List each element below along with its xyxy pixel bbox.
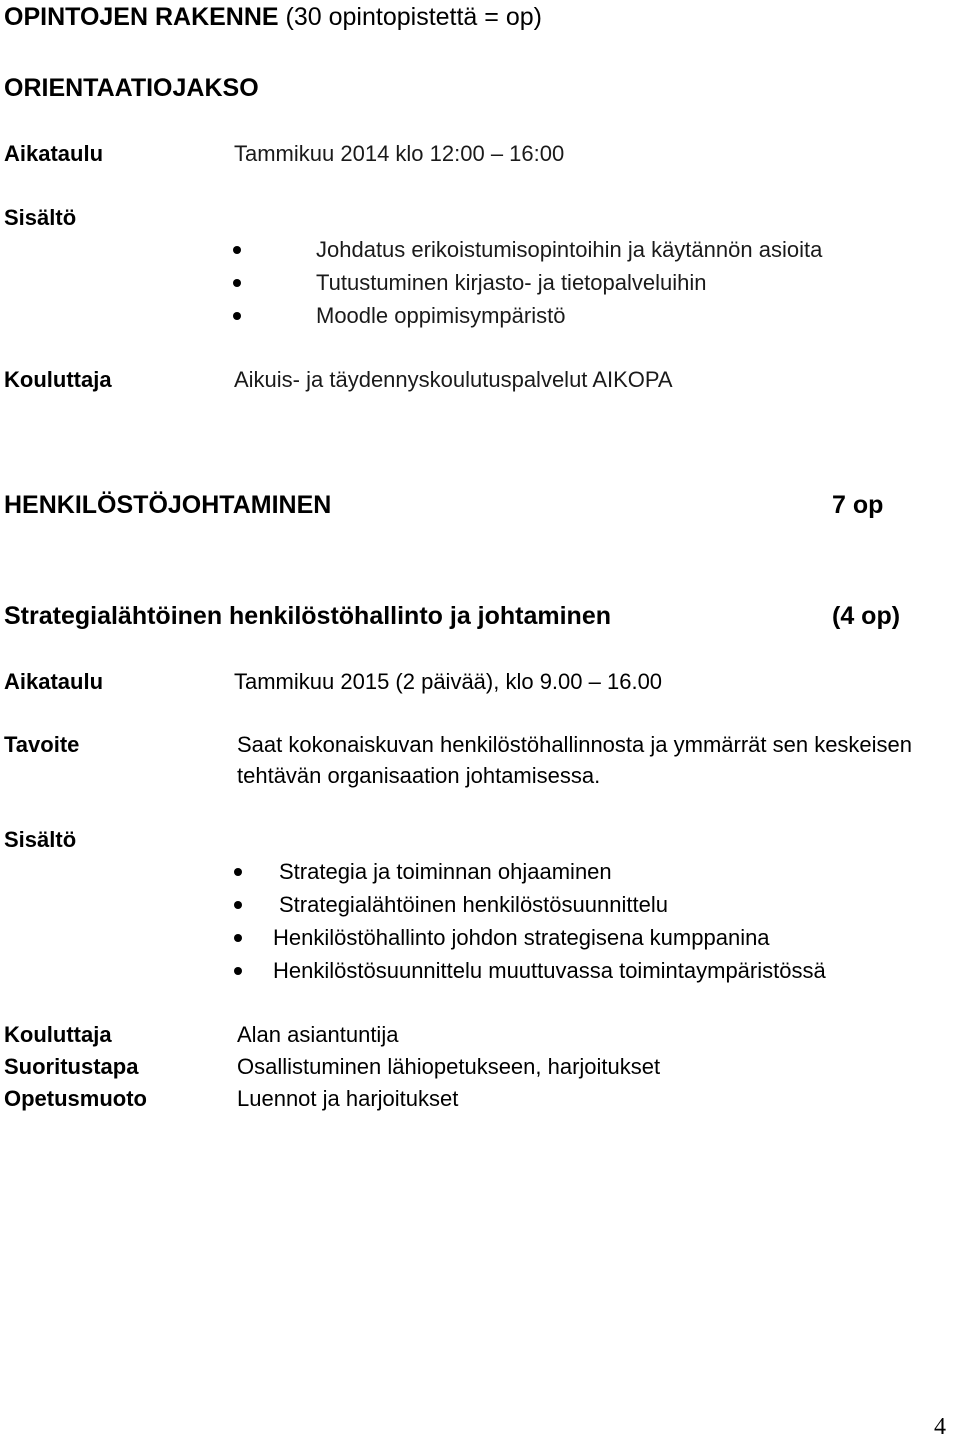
orientation-content-label: Sisältö [4, 205, 77, 230]
page-title-normal: (30 opintopistettä = op) [278, 3, 542, 31]
course-title: Strategialähtöinen henkilöstöhallinto ja johtaminen [4, 602, 612, 630]
list-item-text: Strategialähtöinen henkilöstösuunnittelu [279, 892, 668, 917]
hr-schedule-value: Tammikuu 2015 (2 päivää), klo 9.00 – 16.00 [234, 669, 663, 694]
hr-schedule-label: Aikataulu [4, 669, 104, 694]
orientation-schedule-label: Aikataulu [4, 141, 104, 166]
orientation-schedule-value: Tammikuu 2014 klo 12:00 – 16:00 [234, 141, 565, 166]
list-item-text: Henkilöstöhallinto johdon strategisena kumppanina [273, 925, 770, 950]
list-item-text: Tutustuminen kirjasto- ja tietopalveluihin [316, 270, 707, 295]
list-item-text: Johdatus erikoistumisopintoihin ja käytännön asioita [316, 237, 823, 262]
bullet-icon [234, 967, 242, 975]
hr-completion-label: Suoritustapa [4, 1054, 139, 1079]
hr-trainer-value: Alan asiantuntija [237, 1022, 399, 1047]
bullet-icon [234, 934, 242, 942]
hr-heading: HENKILÖSTÖJOHTAMINEN [4, 491, 332, 519]
list-item-text: Moodle oppimisympäristö [316, 303, 566, 328]
hr-goal-label: Tavoite [4, 732, 80, 757]
hr-credits: 7 op [832, 491, 884, 519]
orientation-trainer-label: Kouluttaja [4, 367, 112, 392]
course-credits: (4 op) [832, 602, 901, 630]
bullet-icon [233, 279, 241, 287]
page-number: 4 [934, 1414, 946, 1440]
page-title-bold: OPINTOJEN RAKENNE [4, 3, 279, 31]
orientation-heading: ORIENTAATIOJAKSO [4, 74, 259, 102]
bullet-icon [233, 246, 241, 254]
hr-completion-value: Osallistuminen lähiopetukseen, harjoitukset [237, 1054, 661, 1079]
list-item-text: Henkilöstösuunnittelu muuttuvassa toimintaympäristössä [273, 958, 826, 983]
hr-content-label: Sisältö [4, 827, 77, 852]
hr-trainer-label: Kouluttaja [4, 1022, 112, 1047]
hr-method-label: Opetusmuoto [4, 1086, 147, 1111]
bullet-icon [234, 868, 242, 876]
list-item-text: Strategia ja toiminnan ohjaaminen [279, 859, 612, 884]
hr-goal-line-2: tehtävän organisaation johtamisessa. [237, 763, 601, 788]
bullet-icon [233, 312, 241, 320]
hr-method-value: Luennot ja harjoitukset [237, 1086, 459, 1111]
orientation-trainer-value: Aikuis- ja täydennyskoulutuspalvelut AIKOPA [234, 367, 673, 392]
bullet-icon [234, 901, 242, 909]
hr-goal-line-1: Saat kokonaiskuvan henkilöstöhallinnosta ja ymmärrät sen keskeisen [237, 732, 913, 757]
page-title [4, 0, 542, 34]
